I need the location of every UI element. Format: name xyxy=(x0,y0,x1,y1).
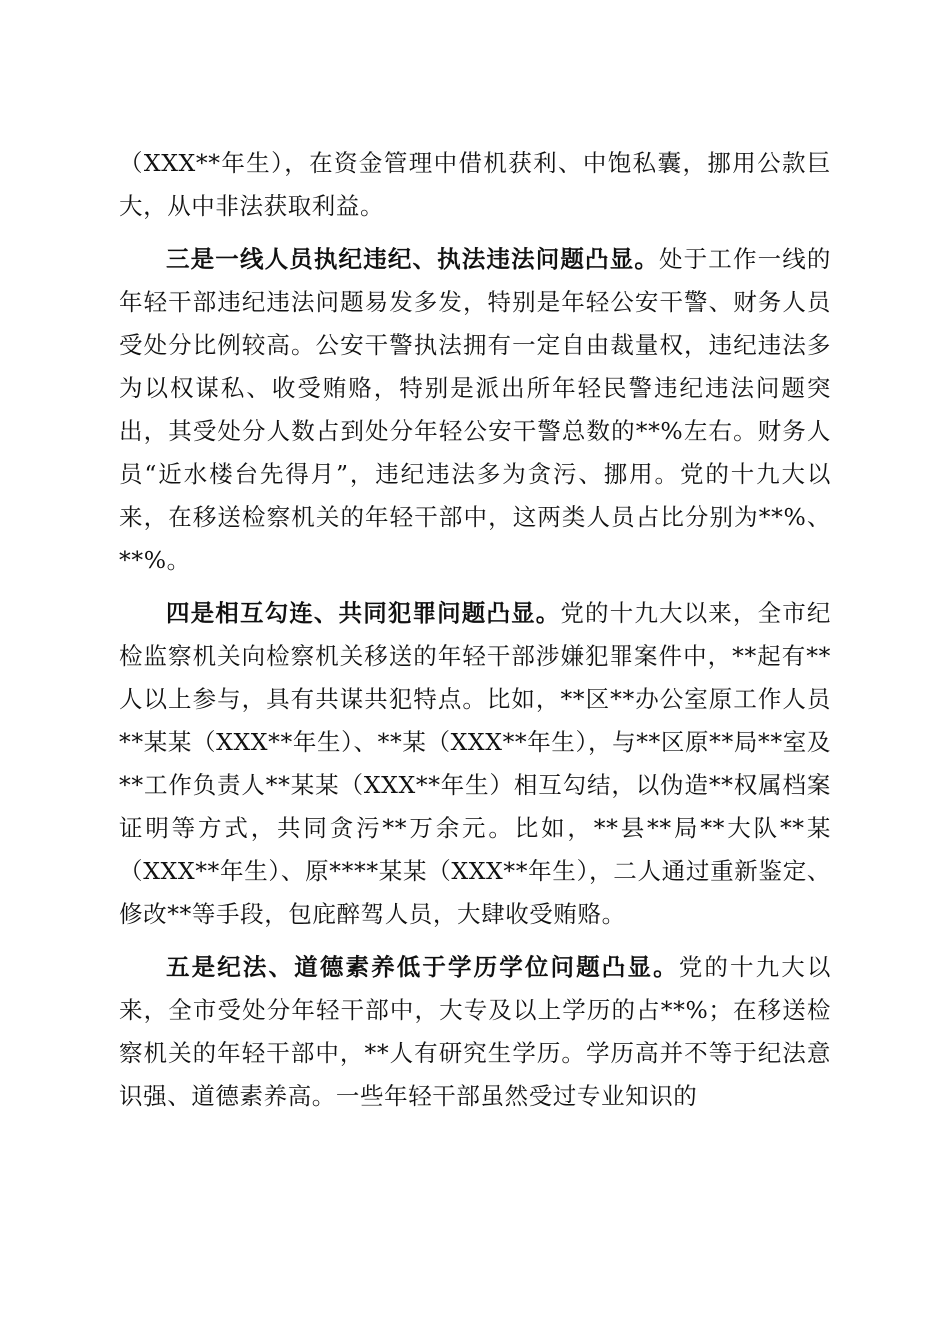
paragraph-text: 处于工作一线的年轻干部违纪违法问题易发多发，特别是年轻公安干警、财务人员受处分比例较高。公安干警执法拥有一定自由裁量权，违纪违法多为以权谋私、收受贿赂，特别是派出所年轻民警违纪违法问题突出，其受处分人数占到处分年轻公安干警总数的**%左右。财务人员“近水楼台先得月”，违纪违法多为贪污、挪用。党的十九大以来，在移送检察机关的年轻干部中，这两类人员占比分别为**%、**%。 xyxy=(119,245,831,574)
paragraph-heading: 五是纪法、道德素养低于学历学位问题凸显。 xyxy=(166,953,679,981)
paragraph-heading: 四是相互勾连、共同犯罪问题凸显。 xyxy=(166,599,561,627)
paragraph-continuation xyxy=(119,142,831,228)
paragraph-heading: 三是一线人员执纪违纪、执法违法问题凸显。 xyxy=(166,245,659,273)
paragraph-text: 党的十九大以来，全市受处分年轻干部中，大专及以上学历的占**%；在移送检察机关的年轻干部中，**人有研究生学历。学历高并不等于纪法意识强、道德素养高。一些年轻干部虽然受过专业知识的 xyxy=(119,953,831,1110)
paragraph-text: （XXX**年生），在资金管理中借机获利、中饱私囊，挪用公款巨大，从中非法获取利益。 xyxy=(119,149,831,220)
paragraph-point-three xyxy=(119,238,831,582)
paragraph-point-four xyxy=(119,592,831,936)
document-body xyxy=(119,142,831,1128)
paragraph-text: 党的十九大以来，全市纪检监察机关向检察机关移送的年轻干部涉嫌犯罪案件中，**起有**人以上参与，具有共谋共犯特点。比如，**区**办公室原工作人员**某某（XXX**年生）、**某（XXX**年生），与**区原**局**室及**工作负责人**某某（XXX**年生）相互勾结，以伪造**权属档案证明等方式，共同贪污**万余元。比如，**县**局**大队**某（XXX**年生）、原****某某（XXX**年生），二人通过重新鉴定、修改**等手段，包庇醉驾人员，大肆收受贿赂。 xyxy=(119,599,831,928)
paragraph-point-five xyxy=(119,946,831,1118)
